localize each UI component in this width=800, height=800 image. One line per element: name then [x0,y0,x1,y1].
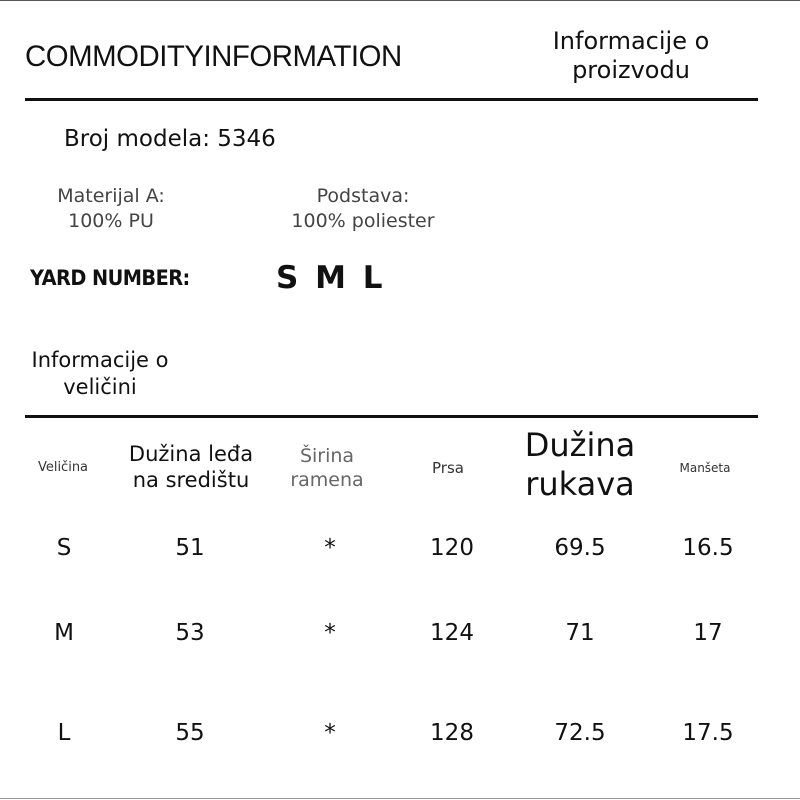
title-local: Informacije o proizvodu [552,27,710,84]
cell-size: M [54,620,74,646]
cell-cuff: 17 [693,620,723,646]
cell-chest: 120 [430,535,474,561]
cell-back-length: 55 [175,720,205,746]
material-a [48,184,174,234]
header-back-length: Dužina leđa na središtu [128,442,254,492]
size-info-title: Informacije o veličini [31,348,169,399]
material-a-value: 100% PU [68,210,154,232]
cell-cuff: 17.5 [682,720,734,746]
title-english: COMMODITYINFORMATION [25,40,402,73]
lining-label: Podstava: [316,185,410,207]
divider-top [25,98,758,101]
header-shoulder-width: Širina ramena [290,445,364,491]
cell-sleeve-length: 71 [565,620,595,646]
header-sleeve-length: Dužina rukava [524,426,636,503]
cell-size: S [56,535,72,561]
yard-number-label: YARD NUMBER: [30,266,190,290]
cell-shoulder-width: * [324,620,336,646]
header-chest: Prsa [432,459,464,477]
cell-shoulder-width: * [324,720,336,746]
frame-bottom-border [0,798,800,799]
cell-sleeve-length: 72.5 [554,720,606,746]
header-cuff: Manšeta [679,461,731,475]
cell-cuff: 16.5 [682,535,734,561]
yard-sizes: S M L [276,260,386,296]
divider-table [25,415,758,418]
cell-chest: 128 [430,720,474,746]
material-a-label: Materijal A: [57,185,165,207]
cell-back-length: 51 [175,535,205,561]
cell-shoulder-width: * [324,535,336,561]
cell-sleeve-length: 69.5 [554,535,606,561]
lining [288,184,438,234]
lining-value: 100% poliester [291,210,435,232]
cell-chest: 124 [430,620,474,646]
header-size: Veličina [37,460,89,475]
cell-size: L [57,720,71,746]
cell-back-length: 53 [175,620,205,646]
frame-top-border [0,0,800,1]
model-number: Broj modela: 5346 [64,126,276,152]
